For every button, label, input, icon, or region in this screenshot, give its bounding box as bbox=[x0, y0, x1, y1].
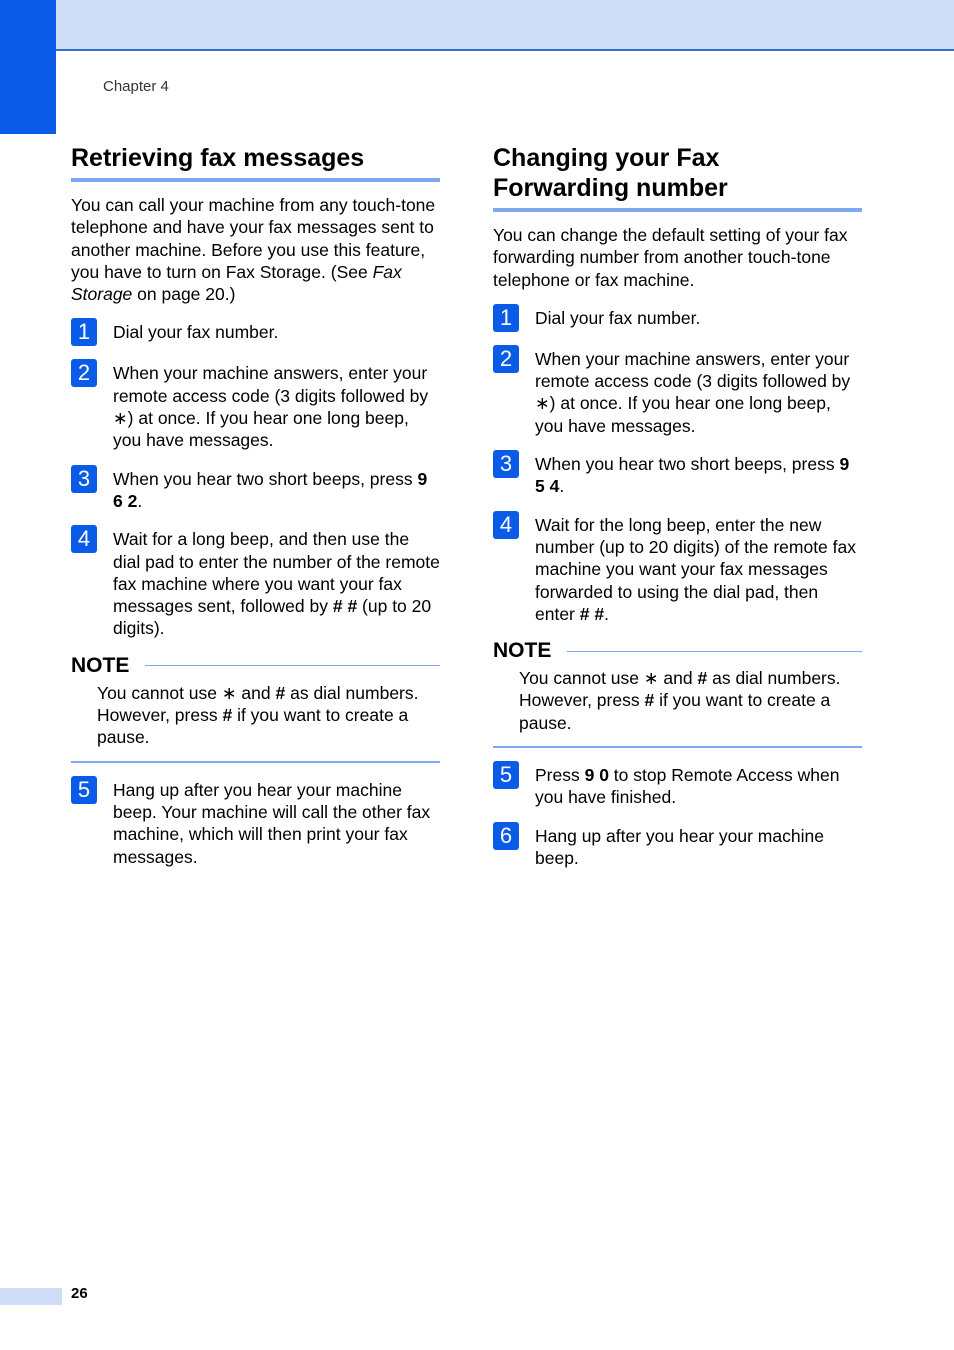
step-number-badge: 2 bbox=[71, 359, 97, 387]
star-symbol: ∗ bbox=[113, 408, 128, 429]
note-box bbox=[71, 654, 440, 763]
step-text: Wait for a long beep, and then use the dial pad to enter the number of the remote fax machine where you want your fax messages sent, followed by # # (up to 20 digits). bbox=[113, 529, 440, 639]
hash-symbol: # bbox=[275, 682, 286, 703]
section-title-forwarding: Changing your Fax Forwarding number bbox=[493, 143, 862, 212]
note-box bbox=[493, 639, 862, 748]
step-2 bbox=[493, 345, 862, 437]
hash-symbol: # bbox=[697, 668, 708, 689]
note-title: NOTE bbox=[493, 639, 552, 663]
star-symbol: ∗ bbox=[535, 393, 550, 414]
key-sequence: 9 0 bbox=[584, 765, 609, 786]
section-title-retrieving: Retrieving fax messages bbox=[71, 143, 440, 182]
step-number-badge: 4 bbox=[493, 511, 519, 539]
step-number-badge: 1 bbox=[493, 304, 519, 332]
step-number-badge: 1 bbox=[71, 318, 97, 346]
note-divider bbox=[493, 746, 862, 748]
step-5 bbox=[493, 764, 862, 809]
right-column bbox=[493, 143, 862, 869]
step-1 bbox=[493, 304, 862, 332]
step-6 bbox=[493, 822, 862, 870]
note-rule bbox=[145, 665, 440, 666]
key-sequence: # # bbox=[579, 603, 605, 624]
note-text: You cannot use ∗ and # as dial numbers. However, press # if you want to create a pause. bbox=[97, 682, 419, 748]
note-title: NOTE bbox=[71, 653, 130, 677]
chapter-label: Chapter 4 bbox=[103, 78, 169, 95]
step-text: Hang up after you hear your machine beep. Your machine will call the other fax machine, which will then print your fax messages. bbox=[113, 779, 431, 867]
step-text: Press 9 0 to stop Remote Access when you have finished. bbox=[535, 765, 840, 808]
step-1 bbox=[71, 321, 440, 346]
step-number-badge: 5 bbox=[493, 761, 519, 789]
step-4 bbox=[493, 511, 862, 625]
page-number: 26 bbox=[71, 1285, 88, 1302]
key-sequence: # # bbox=[332, 596, 358, 617]
step-number-badge: 2 bbox=[493, 345, 519, 373]
step-2 bbox=[71, 362, 440, 451]
star-symbol: ∗ bbox=[221, 682, 237, 703]
note-rule bbox=[567, 651, 862, 652]
step-text: When you hear two short beeps, press 9 6 2. bbox=[113, 468, 428, 511]
step-3 bbox=[493, 453, 862, 498]
intro-paragraph: You can call your machine from any touch-tone telephone and have your fax messages sent to another machine. Before you use this feature, you have to turn on Fax Storage. (See Fax Storage on page 20.) bbox=[71, 195, 436, 305]
step-text: Hang up after you hear your machine beep. bbox=[535, 825, 824, 868]
step-number-badge: 6 bbox=[493, 822, 519, 850]
step-number-badge: 4 bbox=[71, 525, 97, 553]
key-sequence: 9 5 4 bbox=[535, 454, 850, 497]
step-number-badge: 3 bbox=[71, 465, 97, 493]
step-text: Wait for the long beep, enter the new number (up to 20 digits) of the remote fax machine you want your fax messages forwarded to using the dial pad, then enter # #. bbox=[535, 514, 856, 624]
note-divider bbox=[71, 761, 440, 763]
note-text: You cannot use ∗ and # as dial numbers. However, press # if you want to create a pause. bbox=[519, 668, 841, 733]
step-number-badge: 3 bbox=[493, 450, 519, 478]
step-4 bbox=[71, 528, 440, 639]
step-5 bbox=[71, 776, 440, 868]
star-symbol: ∗ bbox=[643, 668, 659, 689]
hash-symbol: # bbox=[644, 690, 655, 711]
step-number-badge: 5 bbox=[71, 776, 97, 804]
step-text: When your machine answers, enter your remote access code (3 digits followed by ∗) at once. If you hear one long beep, you have messages. bbox=[113, 363, 429, 451]
step-text: Dial your fax number. bbox=[535, 307, 701, 328]
step-text: When you hear two short beeps, press 9 5 4. bbox=[535, 454, 850, 497]
intro-paragraph: You can change the default setting of your fax forwarding number from another touch-tone telephone or fax machine. bbox=[493, 225, 848, 290]
fax-storage-reference: Fax Storage bbox=[71, 261, 402, 305]
footer-bar bbox=[0, 1288, 62, 1305]
hash-symbol: # bbox=[222, 705, 233, 726]
step-3 bbox=[71, 465, 440, 513]
header-band bbox=[0, 0, 954, 51]
step-text: Dial your fax number. bbox=[113, 322, 279, 343]
key-sequence: 9 6 2 bbox=[113, 468, 428, 511]
left-column bbox=[71, 143, 440, 868]
step-text: When your machine answers, enter your remote access code (3 digits followed by ∗) at once. If you hear one long beep, you have messages. bbox=[535, 348, 851, 436]
chapter-tab bbox=[0, 0, 56, 134]
